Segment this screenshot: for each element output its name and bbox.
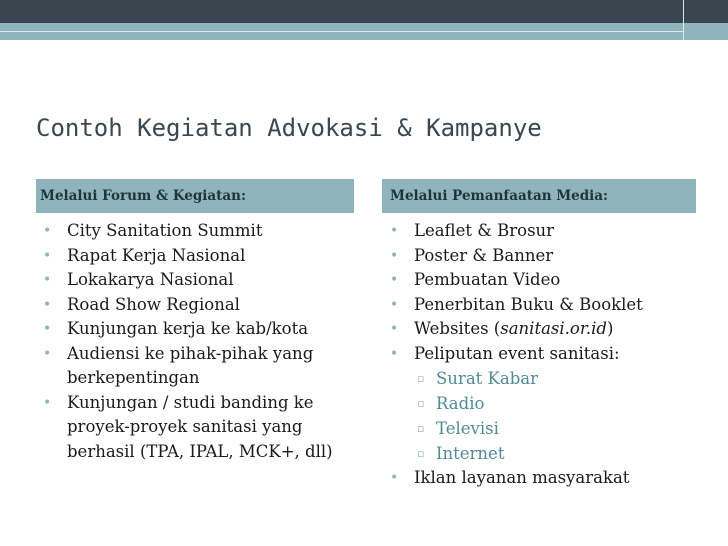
top-corner-segment [683,0,728,40]
square-bullet-icon: ▫ [417,422,425,435]
list-item: • Penerbitan Buku & Booklet [390,293,700,318]
right-column-header: Melalui Pemanfaatan Media: [382,179,696,213]
bullet-icon: • [390,321,399,337]
bullet-icon: • [43,321,52,337]
sub-list-item: ▫ Surat Kabar [414,366,700,391]
list-item: • Road Show Regional [43,293,343,318]
bullet-icon: • [390,470,399,486]
list-item: • City Sanitation Summit [43,219,343,244]
bullet-icon: • [390,296,399,313]
square-bullet-icon: ▫ [417,397,425,410]
event-sub-list [414,366,700,466]
list-item: • Audiensi ke pihak-pihak yang berkepentingan [43,343,314,387]
list-item: • Leaflet & Brosur [390,219,700,244]
square-bullet-icon: ▫ [417,447,425,460]
sub-list-item: ▫ Televisi [414,416,700,441]
bullet-icon: • [43,272,52,288]
bullet-icon: • [43,296,52,313]
list-item: • Poster & Banner [390,244,700,269]
bullet-icon: • [390,223,399,239]
list-item: • Lokakarya Nasional [43,268,343,293]
event-item: • Peliputan event sanitasi: ▫ Surat Kabar ▫ Radio ▫ Televisi ▫ Internet [390,342,700,467]
slide-title: Contoh Kegiatan Advokasi & Kampanye [36,114,542,142]
top-accent-line [0,31,728,32]
bullet-icon: • [390,345,399,362]
sub-list-item: ▫ Internet [414,441,700,466]
list-item: • Rapat Kerja Nasional [43,244,343,269]
bullet-icon: • [43,223,52,239]
left-column-header: Melalui Forum & Kegiatan: [36,179,354,213]
bullet-icon: • [43,345,52,362]
left-column-list [43,219,343,464]
sub-list-item: ▫ Radio [414,391,700,416]
list-item: • Kunjungan kerja ke kab/kota [43,317,343,342]
right-column-list [390,219,700,491]
list-item: • Iklan layanan masyarakat [390,466,700,491]
list-item: • Pembuatan Video [390,268,700,293]
website-url: sanitasi.or.id [500,319,607,338]
websites-item: • Websites (sanitasi.or.id) [390,317,700,342]
list-item: • Kunjungan / studi banding ke proyek-proyek sanitasi yang berhasil (TPA, IPAL, MCK+, dll) [43,392,333,461]
square-bullet-icon: ▫ [417,372,425,385]
bullet-icon: • [43,394,52,411]
bullet-icon: • [390,247,399,264]
top-bar [0,0,728,23]
bullet-icon: • [390,272,399,288]
bullet-icon: • [43,247,52,264]
